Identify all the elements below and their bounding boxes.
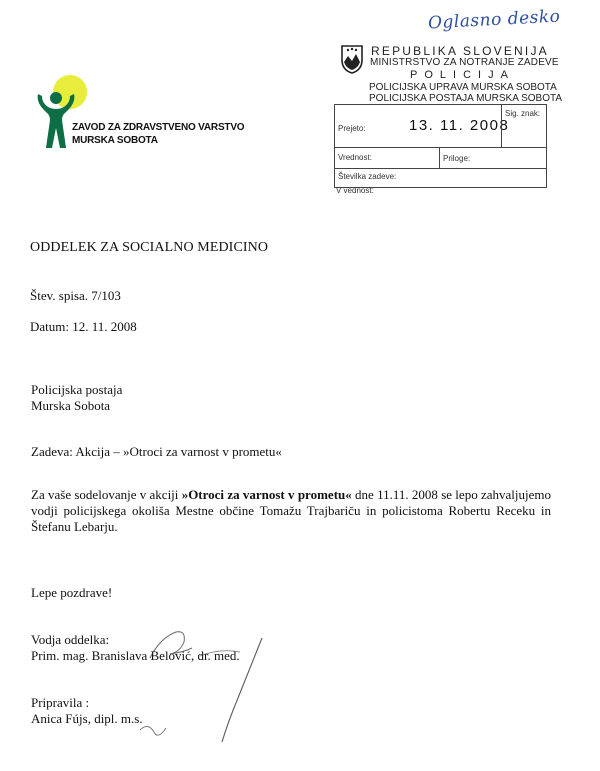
recipient-line1: Policijska postaja bbox=[31, 382, 123, 397]
vrednost-label: Vrednost: bbox=[338, 153, 372, 162]
prejeto-label: Prejeto: bbox=[338, 124, 366, 133]
handwritten-note: Oglasno desko bbox=[427, 6, 561, 34]
handwritten-signature-icon bbox=[140, 618, 280, 748]
body-paragraph bbox=[31, 487, 551, 535]
sig-znak-label: Sig. znak: bbox=[505, 109, 541, 118]
receipt-stamp-box bbox=[334, 104, 547, 188]
stamp-received-row bbox=[335, 105, 546, 148]
institution-name-line2: MURSKA SOBOTA bbox=[72, 135, 158, 146]
greeting: Lepe pozdrave! bbox=[31, 585, 113, 600]
recipient-line2: Murska Sobota bbox=[31, 398, 111, 413]
stamp-republic: REPUBLIKA SLOVENIJA bbox=[371, 44, 549, 58]
stamp-police-station: POLICIJSKA POSTAJA MURSKA SOBOTA bbox=[369, 93, 563, 104]
file-reference: Štev. spisa. 7/103 bbox=[30, 288, 121, 303]
campaign-name: »Otroci za varnost v prometu« bbox=[181, 487, 352, 502]
case-number-label: Številka zadeve: bbox=[338, 172, 397, 181]
department-title: ODDELEK ZA SOCIALNO MEDICINO bbox=[30, 240, 269, 255]
body-text-before: Za vaše sodelovanje v akciji bbox=[31, 487, 182, 502]
stamp-police-directorate: POLICIJSKA UPRAVA MURSKA SOBOTA bbox=[369, 82, 557, 93]
letter-date: Datum: 12. 11. 2008 bbox=[30, 319, 137, 334]
institution-name bbox=[72, 121, 244, 147]
stamp-ministry: MINISTRSTVO ZA NOTRANJE ZADEVE bbox=[370, 57, 559, 68]
stamp-value-row bbox=[335, 148, 546, 169]
sig-znak-cell bbox=[501, 105, 546, 147]
v-vednost-label: V vednost: bbox=[336, 186, 374, 195]
stamp-police: POLICIJA bbox=[410, 69, 515, 81]
signatory2-role: Pripravila : bbox=[31, 695, 90, 710]
signatory2-name: Anica Fújs, dipl. m.s. bbox=[31, 711, 143, 726]
priloge-label: Priloge: bbox=[443, 154, 471, 163]
signatory1-role: Vodja oddelka: bbox=[31, 632, 110, 647]
signatory1-name: Prim. mag. Branislava Belović, dr. med. bbox=[31, 648, 240, 663]
coat-of-arms-icon bbox=[340, 44, 364, 74]
body-text-after: dne 11.11. 2008 se lepo zahvaljujemo vodji policijskega okoliša Mestne občine Tomažu Trajbariču in policistoma Robertu Receku in Štefanu Lebarju. bbox=[31, 487, 551, 534]
subject-line: Zadeva: Akcija – »Otroci za varnost v prometu« bbox=[31, 444, 282, 459]
received-date: 13. 11. 2008 bbox=[409, 117, 510, 134]
institution-name-line1: ZAVOD ZA ZDRAVSTVENO VARSTVO bbox=[72, 122, 245, 133]
priloge-cell bbox=[439, 148, 547, 168]
